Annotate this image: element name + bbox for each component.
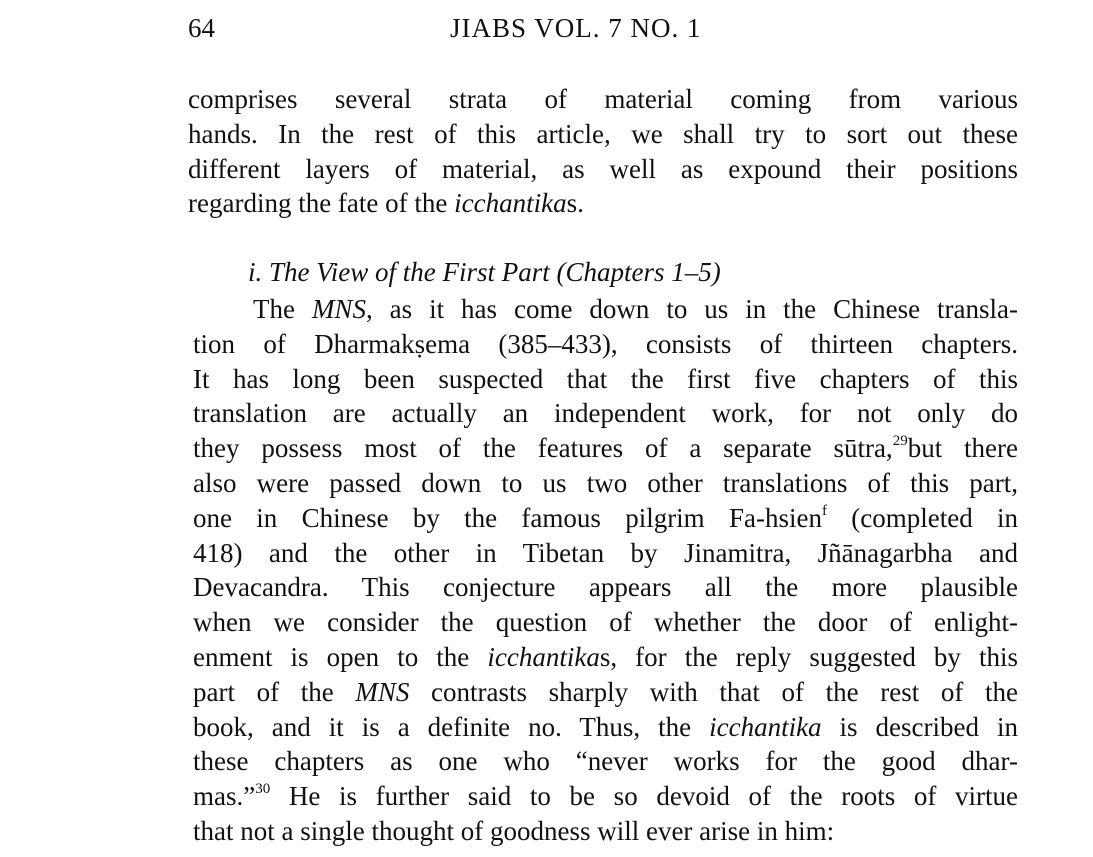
text-line — [193, 640, 1018, 675]
italic-term: icchantika — [709, 711, 822, 742]
text-line — [193, 292, 1018, 327]
text-fragment: but there — [907, 433, 1018, 464]
text-line — [188, 186, 1018, 221]
italic-term: MNS — [311, 294, 366, 324]
text-fragment: , as it has come down to us in the Chinese transla- — [365, 294, 1018, 324]
text-fragment: enment is open to the — [193, 641, 488, 672]
text-line: these chapters as one who “never works for the good dhar- — [193, 746, 1018, 777]
text-line: translation are actually an independent work, for not only do — [193, 398, 1018, 429]
paragraph-1 — [188, 82, 1018, 221]
text-fragment: book, and it is a definite no. Thus, the — [193, 711, 710, 742]
paragraph-2 — [193, 292, 1018, 849]
text-line: hands. In the rest of this article, we shall try to sort out these — [188, 118, 1018, 149]
text-line: when we consider the question of whether the door of enlight- — [193, 607, 1018, 638]
footnote-ref: 29 — [892, 433, 908, 450]
text-fragment: is described in — [821, 711, 1018, 742]
text-fragment: they possess most of the features of a separate sūtra, — [193, 433, 893, 464]
page-number: 64 — [188, 13, 215, 43]
text-line: 418) and the other in Tibetan by Jinamitra, Jñānagarbha and — [193, 537, 1018, 568]
text-line: tion of Dharmakṣema (385–433), consists of thirteen chapters. — [193, 328, 1018, 359]
text-fragment: part of the — [193, 676, 356, 707]
text-line — [193, 779, 1018, 814]
text-line: different layers of material, as well as expound their positions — [188, 153, 1018, 184]
text-fragment: regarding the fate of the — [188, 188, 455, 219]
text-line: Devacandra. This conjecture appears all the more plausible — [193, 572, 1018, 603]
running-head — [188, 10, 1008, 46]
text-fragment: contrasts sharply with that of the rest of the — [409, 676, 1019, 707]
text-fragment: mas.” — [193, 781, 256, 812]
text-fragment: s. — [566, 188, 584, 219]
text-line — [193, 501, 1018, 536]
italic-term: icchantika — [454, 188, 567, 219]
text-line — [193, 675, 1018, 710]
text-line: comprises several strata of material coming from various — [188, 84, 1018, 114]
text-line: also were passed down to us two other translations of this part, — [193, 467, 1018, 498]
text-fragment: The — [253, 294, 312, 324]
text-line — [193, 431, 1018, 466]
text-fragment: He is further said to be so devoid of the roots of virtue — [270, 781, 1018, 812]
footnote-ref: 30 — [255, 781, 271, 798]
journal-title: JIABS VOL. 7 NO. 1 — [450, 13, 702, 43]
text-line: that not a single thought of goodness will ever arise in him: — [193, 815, 835, 846]
text-line: It has long been suspected that the first five chapters of this — [193, 363, 1018, 394]
footnote-ref: f — [821, 502, 827, 519]
text-fragment: s, for the reply suggested by this — [599, 641, 1019, 672]
text-line — [193, 710, 1018, 745]
italic-term: MNS — [355, 676, 410, 707]
text-fragment: (completed in — [826, 502, 1019, 533]
italic-term: icchantika — [487, 641, 600, 672]
text-fragment: one in Chinese by the famous pilgrim Fa-hsien — [193, 502, 822, 533]
section-heading: i. The View of the First Part (Chapters 1–5) — [248, 257, 721, 287]
